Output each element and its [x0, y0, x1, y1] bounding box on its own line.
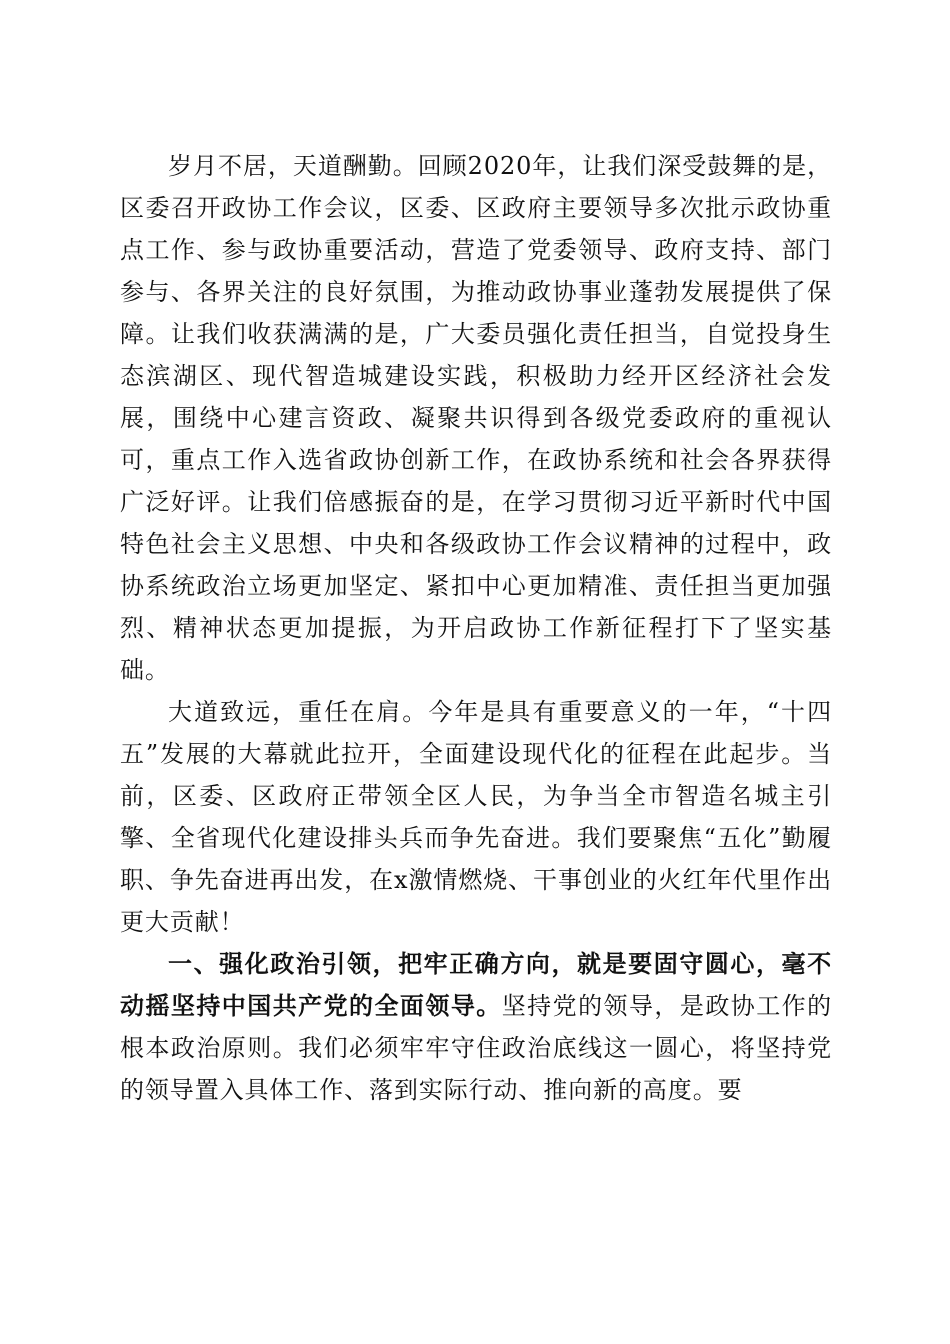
- paragraph-review-2020: [120, 145, 832, 691]
- paragraph-text: 岁月不居，天道酬勤。回顾2020年，让我们深受鼓舞的是，区委召开政协工作会议，区委、区政府主要领导多次批示政协重点工作、参与政协重要活动，营造了党委领导、政府支持、部门参与、各界关注的良好氛围，为推动政协事业蓬勃发展提供了保障。让我们收获满满的是，广大委员强化责任担当，自觉投身生态滨湖区、现代智造城建设实践，积极助力经开区经济社会发展，围绕中心建言资政、凝聚共识得到各级党委政府的重视认可，重点工作入选省政协创新工作，在政协系统和社会各界获得广泛好评。让我们倍感振奋的是，在学习贯彻习近平新时代中国特色社会主义思想、中央和各级政协工作会议精神的过程中，政协系统政治立场更加坚定、紧扣中心更加精准、责任担当更加强烈、精神状态更加提振，为开启政协工作新征程打下了坚实基础。: [120, 152, 832, 684]
- paragraph-outlook: [120, 691, 832, 943]
- paragraph-text: 坚持党的领导，是政协工作的根本政治原则。我们必须牢牢守住政治底线这一圆心，将坚持党的领导置入具体工作、落到实际行动、推向新的高度。要: [120, 992, 833, 1104]
- paragraph-section-one: [120, 943, 832, 1111]
- paragraph-text: 大道致远，重任在肩。今年是具有重要意义的一年，“十四五”发展的大幕就此拉开，全面建设现代化的征程在此起步。当前，区委、区政府正带领全区人民，为争当全市智造名城主引擎、全省现代化建设排头兵而争先奋进。我们要聚焦“五化”勤履职、争先奋进再出发，在x激情燃烧、干事创业的火红年代里作出更大贡献！: [120, 698, 832, 936]
- document-body: [120, 145, 832, 1111]
- section-heading: 一、强化政治引领，把牢正确方向，就是要固守圆心，毫不动摇坚持中国共产党的全面领导。: [120, 950, 832, 1020]
